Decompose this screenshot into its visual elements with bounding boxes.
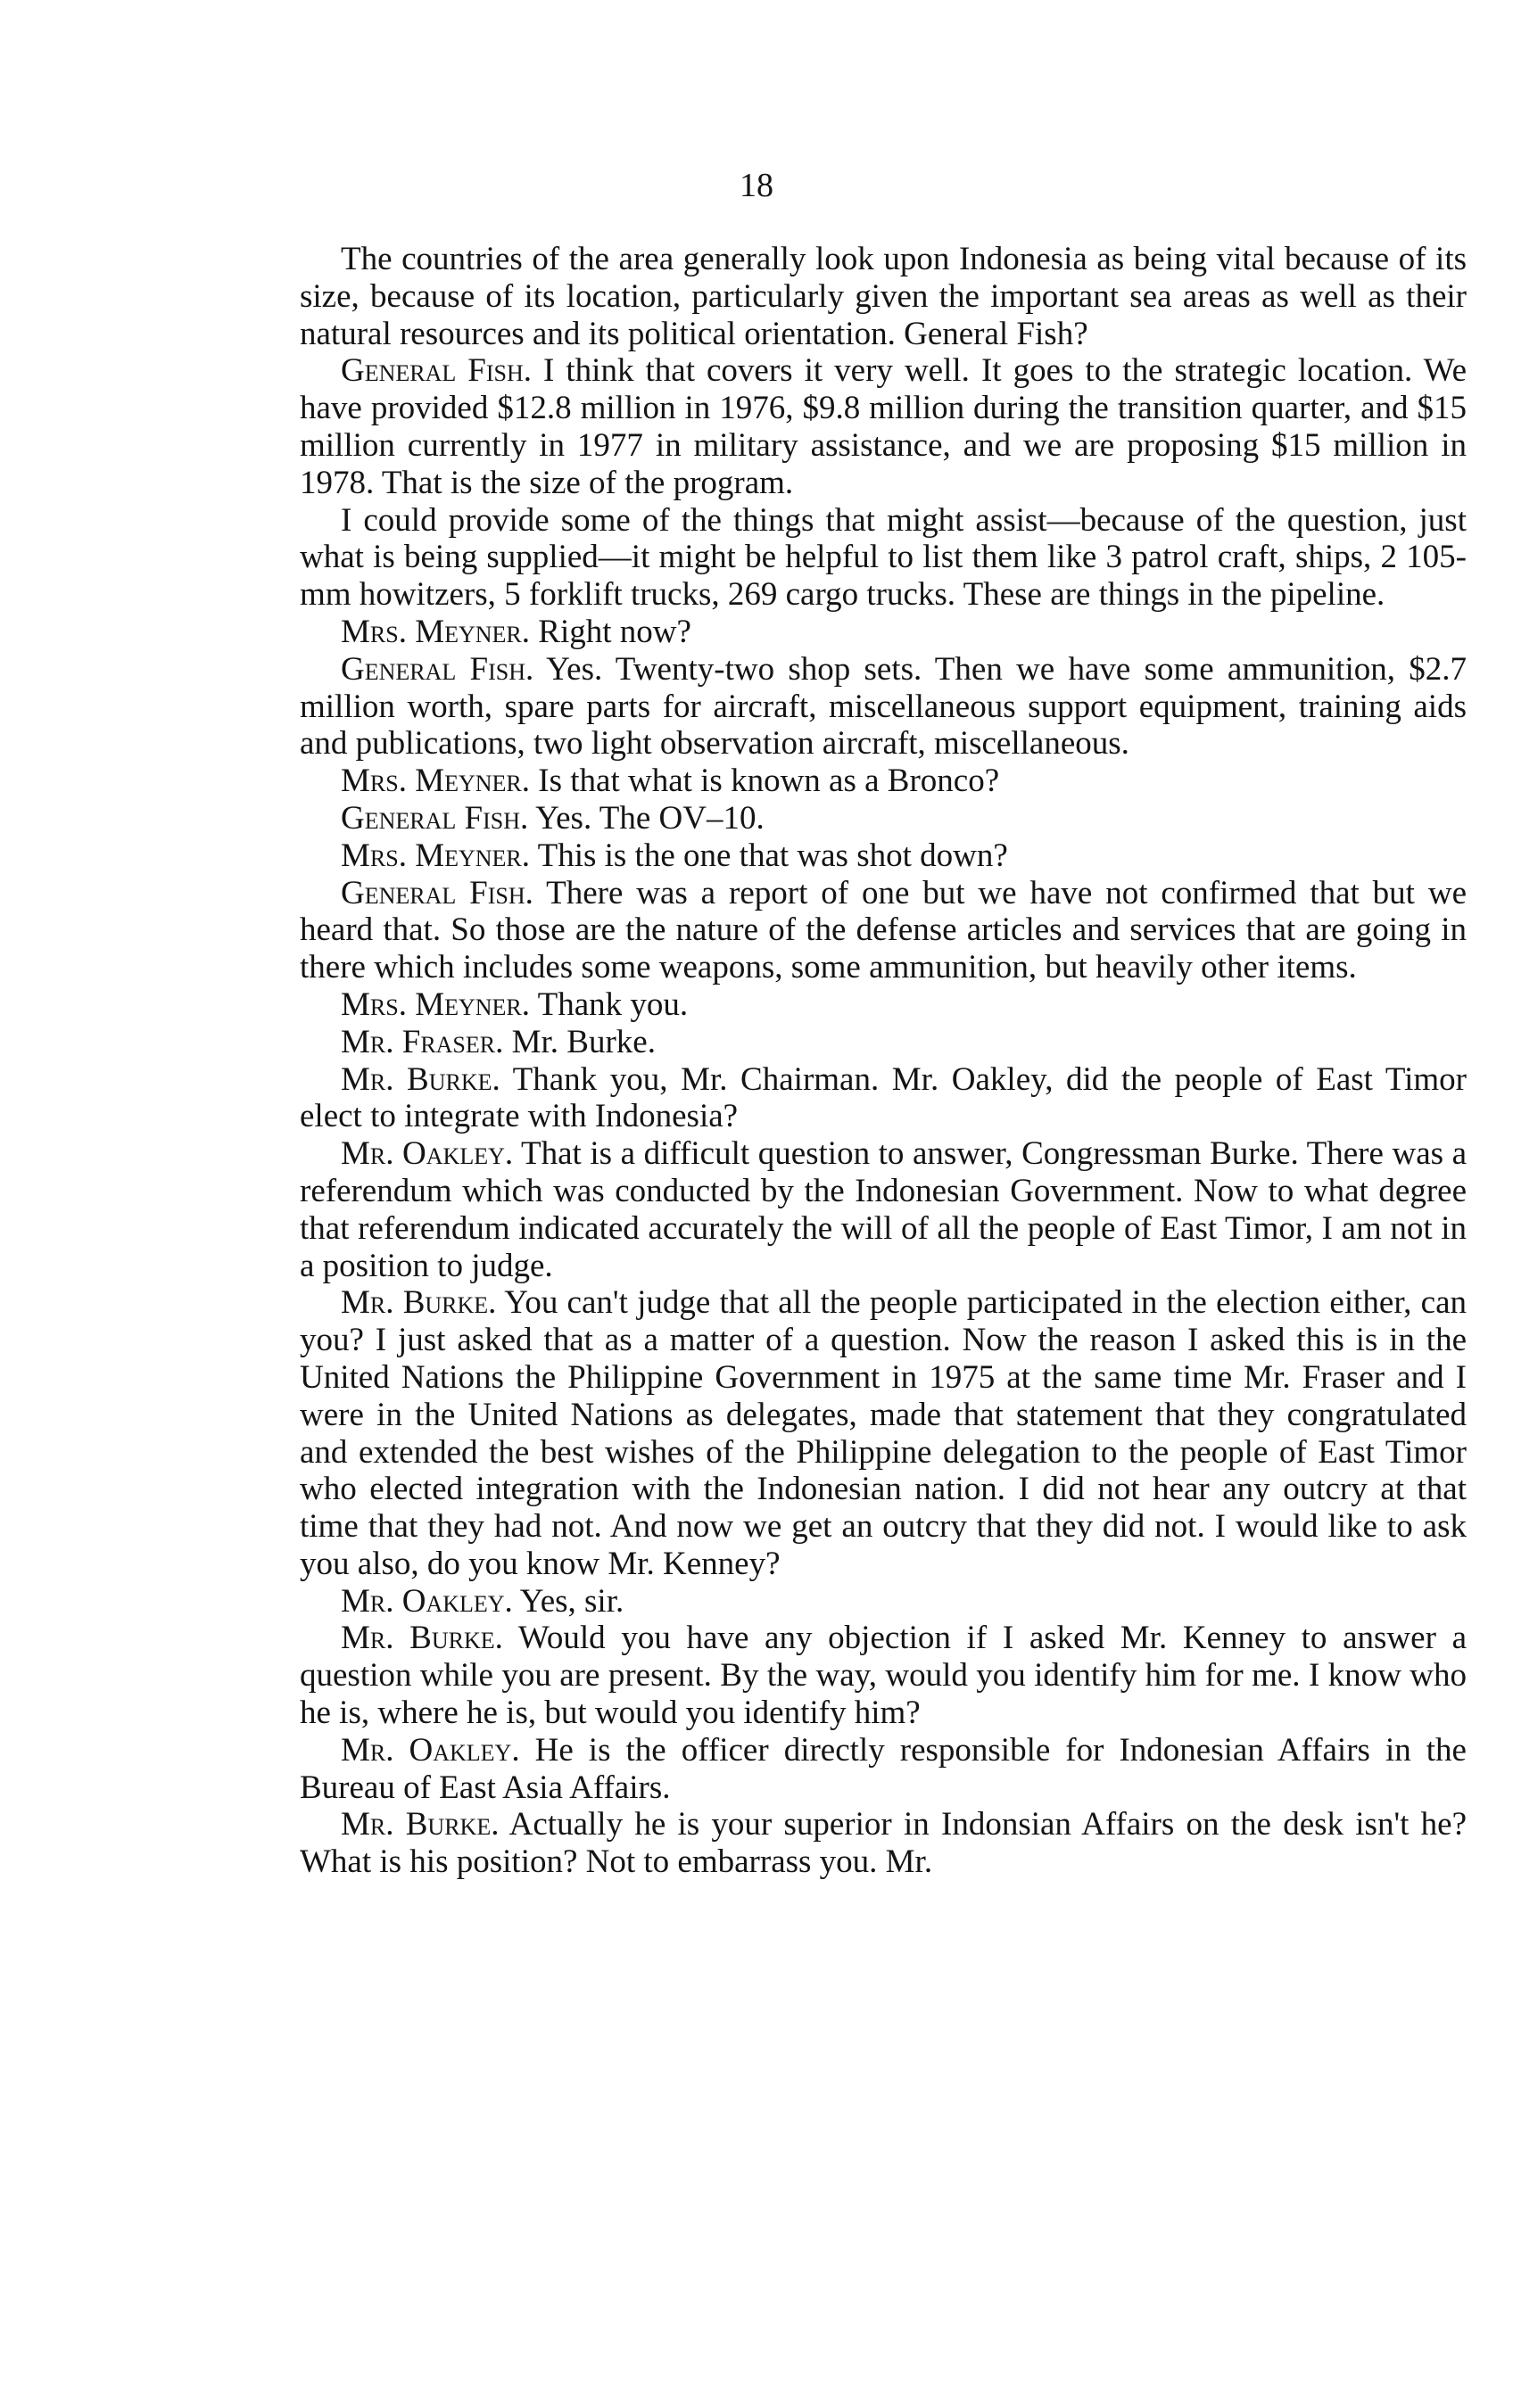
paragraph-text: You can't judge that all the people participated in the election either, can you? I just asked that as a matter of a question. Now the reason I asked this is in the United Nations the Philippine Government in 1975 at the same time Mr. Fraser and I were in the United Nations as delegates, made that statement that they congratulated and extended the best wishes of the Philippine delegation to the people of East Timor who elected integration with the Indonesian nation. I did not hear any outcry at that time that they had not. And now we get an outcry that they did not. I would like to ask you also, do you know Mr. Kenney? <box>300 1284 1467 1582</box>
paragraph <box>300 800 1467 837</box>
paragraph <box>300 1732 1467 1807</box>
speaker-name: General Fish. <box>341 874 533 911</box>
paragraph <box>300 502 1467 614</box>
paragraph-text: Right now? <box>530 613 691 650</box>
paragraph <box>300 986 1467 1024</box>
speaker-name: Mrs. Meyner. <box>341 763 531 800</box>
paragraph <box>300 875 1467 986</box>
paragraph-text: Yes. The OV–10. <box>528 799 765 837</box>
speaker-name: Mr. Burke. <box>341 1806 500 1843</box>
paragraph-text: There was a report of one but we have not confirmed that but we heard that. So those are the nature of the defense articles and services that are going in there which includes some weapons, some ammunition, but heavily other items. <box>300 874 1467 986</box>
paragraph <box>300 614 1467 651</box>
paragraph <box>300 1284 1467 1582</box>
speaker-name: Mrs. Meyner. <box>341 837 531 874</box>
paragraph-text: Yes, sir. <box>512 1582 624 1620</box>
paragraph-text: Thank you. <box>530 985 689 1023</box>
paragraph-text: The countries of the area generally look upon Indonesia as being vital because of its size, because of its location, particularly given the important sea areas as well as their natural resources and its political orientation. General Fish? <box>300 241 1467 352</box>
paragraph <box>300 1806 1467 1881</box>
speaker-name: Mrs. Meyner. <box>341 613 531 650</box>
paragraph <box>300 352 1467 501</box>
paragraph-text: That is a difficult question to answer, Congressman Burke. There was a referendum which was conducted by the Indonesian Government. Now to what degree that referendum indicated accurately the will of all the people of East Timor, I am not in a position to judge. <box>300 1135 1467 1284</box>
paragraph <box>300 1135 1467 1284</box>
paragraph-text: He is the officer directly responsible for Indonesian Affairs in the Bureau of East Asia Affairs. <box>300 1731 1467 1806</box>
paragraph <box>300 763 1467 800</box>
paragraph <box>300 837 1467 875</box>
paragraph <box>300 1620 1467 1731</box>
paragraph-text: Yes. Twenty-two shop sets. Then we have some ammunition, $2.7 million worth, spare parts for aircraft, miscellaneous support equipment, training aids and publications, two light observation aircraft, miscellaneous. <box>300 650 1467 763</box>
speaker-name: Mr. Fraser. <box>341 1023 504 1060</box>
speaker-name: Mr. Burke. <box>341 1060 500 1098</box>
paragraph-text: I could provide some of the things that might assist—because of the question, just what is being supplied—it might be helpful to list them like 3 patrol craft, ships, 2 105-mm howitzers, 5 forklift trucks, 269 cargo trucks. These are things in the pipeline. <box>300 501 1467 614</box>
paragraph <box>300 651 1467 763</box>
speaker-name: Mr. Oakley. <box>341 1582 513 1620</box>
paragraph-text: This is the one that was shot down? <box>530 837 1008 874</box>
paragraph-text: I think that covers it very well. It goes to the strategic location. We have provided $12.8 million in 1976, $9.8 million during the transition quarter, and $15 million currently in 1977 in military assistance, and we are proposing $15 million in 1978. That is the size of the program. <box>300 352 1468 501</box>
speaker-name: Mr. Oakley. <box>341 1731 520 1769</box>
page-number: 18 <box>740 167 773 204</box>
speaker-name: General Fish. <box>341 650 534 688</box>
speaker-name: Mr. Oakley. <box>341 1135 514 1173</box>
paragraph <box>300 1024 1467 1061</box>
speaker-name: General Fish. <box>341 799 529 837</box>
paragraph-text: Thank you, Mr. Chairman. Mr. Oakley, did the people of East Timor elect to integrate with Indonesia? <box>300 1060 1467 1135</box>
paragraph-text: Actually he is your superior in Indonsian Affairs on the desk isn't he? What is his position? Not to embarrass you. Mr. <box>300 1806 1467 1881</box>
paragraph <box>300 241 1467 352</box>
paragraph <box>300 1061 1467 1136</box>
paragraph <box>300 1583 1467 1620</box>
speaker-name: General Fish. <box>341 352 533 390</box>
speaker-name: Mr. Burke. <box>341 1284 497 1322</box>
paragraph-text: Mr. Burke. <box>503 1023 656 1060</box>
paragraph-text: Is that what is known as a Bronco? <box>530 763 1000 800</box>
speaker-name: Mrs. Meyner. <box>341 985 531 1023</box>
speaker-name: Mr. Burke. <box>341 1620 503 1657</box>
paragraph-text: Would you have any objection if I asked Mr. Kenney to answer a question while you are present. By the way, would you identify him for me. I know who he is, where he is, but would you identify him? <box>300 1620 1467 1732</box>
transcript-body <box>300 241 1467 1881</box>
